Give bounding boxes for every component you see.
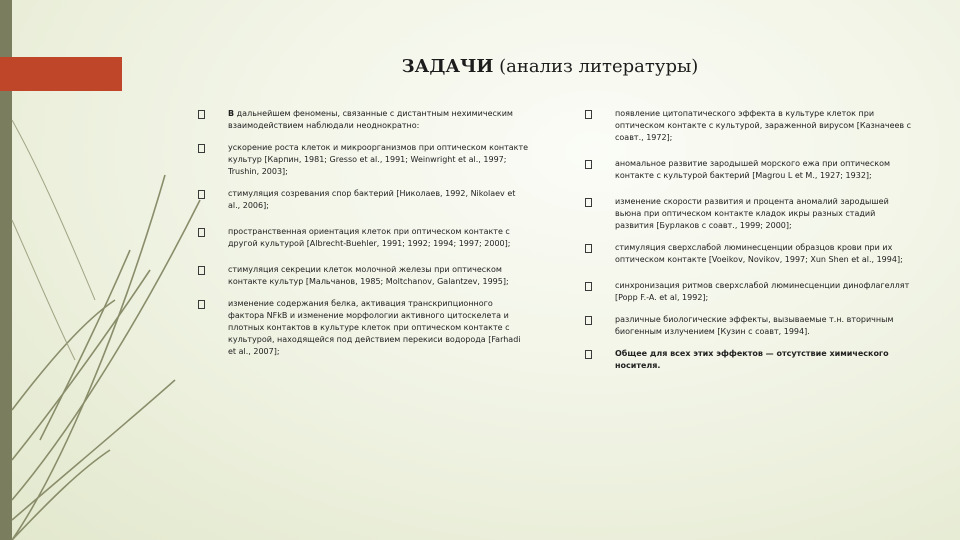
bullet-icon xyxy=(585,282,592,291)
list-item: изменение скорости развития и процента аномалий зародышей вьюна при оптическом контакте кладок икры разных стадий развития [Бурлаков с соавт., 1999; 2000]; xyxy=(585,196,915,232)
bullet-icon xyxy=(585,110,592,119)
bullet-icon xyxy=(585,198,592,207)
list-item: стимуляция сверхслабой люминесценции образцов крови при их оптическом контакте [Voeikov, Novikov, 1997; Xun Shen et al., 1994]; xyxy=(585,242,915,266)
slide-title-rest: (анализ литературы) xyxy=(493,56,699,77)
bullet-icon xyxy=(585,316,592,325)
list-item: пространственная ориентация клеток при оптическом контакте с другой культурой [Albrecht-Buehler, 1991; 1992; 1994; 1997; 2000]; xyxy=(198,226,530,250)
list-item: изменение содержания белка, активация транскрипционного фактора NFkB и изменение морфологии активного цитоскелета и плотных контактов в культуре клеток при оптическом контакте с культурой, находящейся под действием перекиси водорода [Farhadi et al., 2007]; xyxy=(198,298,530,358)
slide-title-bold: ЗАДАЧИ xyxy=(401,56,494,77)
list-item: синхронизация ритмов сверхслабой люминесценции динофлагеллят [Popp F.-A. et al, 1992]; xyxy=(585,280,915,304)
right-bullet-list xyxy=(585,108,915,382)
list-item: стимуляция секреции клеток молочной железы при оптическом контакте культур [Мальчанов, 1985; Moltchanov, Galantzev, 1995]; xyxy=(198,264,530,288)
list-item: ускорение роста клеток и микроорганизмов при оптическом контакте культур [Карпин, 1981; Gresso et al., 1991; Weinwright et al., 1997; Trushin, 2003]; xyxy=(198,142,530,178)
bullet-icon xyxy=(198,228,205,237)
bullet-icon xyxy=(198,190,205,199)
bullet-icon xyxy=(198,266,205,275)
left-bullet-list xyxy=(198,108,530,368)
slide-title xyxy=(300,56,800,77)
list-item: появление цитопатического эффекта в культуре клеток при оптическом контакте с культурой, зараженной вирусом [Казначеев с соавт., 1972]; xyxy=(585,108,915,144)
list-item: различные биологические эффекты, вызываемые т.н. вторичным биогенным излучением [Кузин с соавт, 1994]. xyxy=(585,314,915,338)
bullet-icon xyxy=(198,144,205,153)
bullet-icon xyxy=(585,160,592,169)
list-item: В дальнейшем феномены, связанные с дистантным нехимическим взаимодействием наблюдали неоднократно: xyxy=(198,108,530,132)
bullet-icon xyxy=(198,110,205,119)
list-item: Общее для всех этих эффектов — отсутствие химического носителя. xyxy=(585,348,915,372)
list-item: стимуляция созревания спор бактерий [Николаев, 1992, Nikolaev et al., 2006]; xyxy=(198,188,530,212)
list-item: аномальное развитие зародышей морского ежа при оптическом контакте с культурой бактерий [Magrou L et M., 1927; 1932]; xyxy=(585,158,915,182)
bullet-icon xyxy=(585,350,592,359)
title-accent-ribbon xyxy=(0,57,122,91)
bullet-icon xyxy=(198,300,205,309)
bullet-icon xyxy=(585,244,592,253)
